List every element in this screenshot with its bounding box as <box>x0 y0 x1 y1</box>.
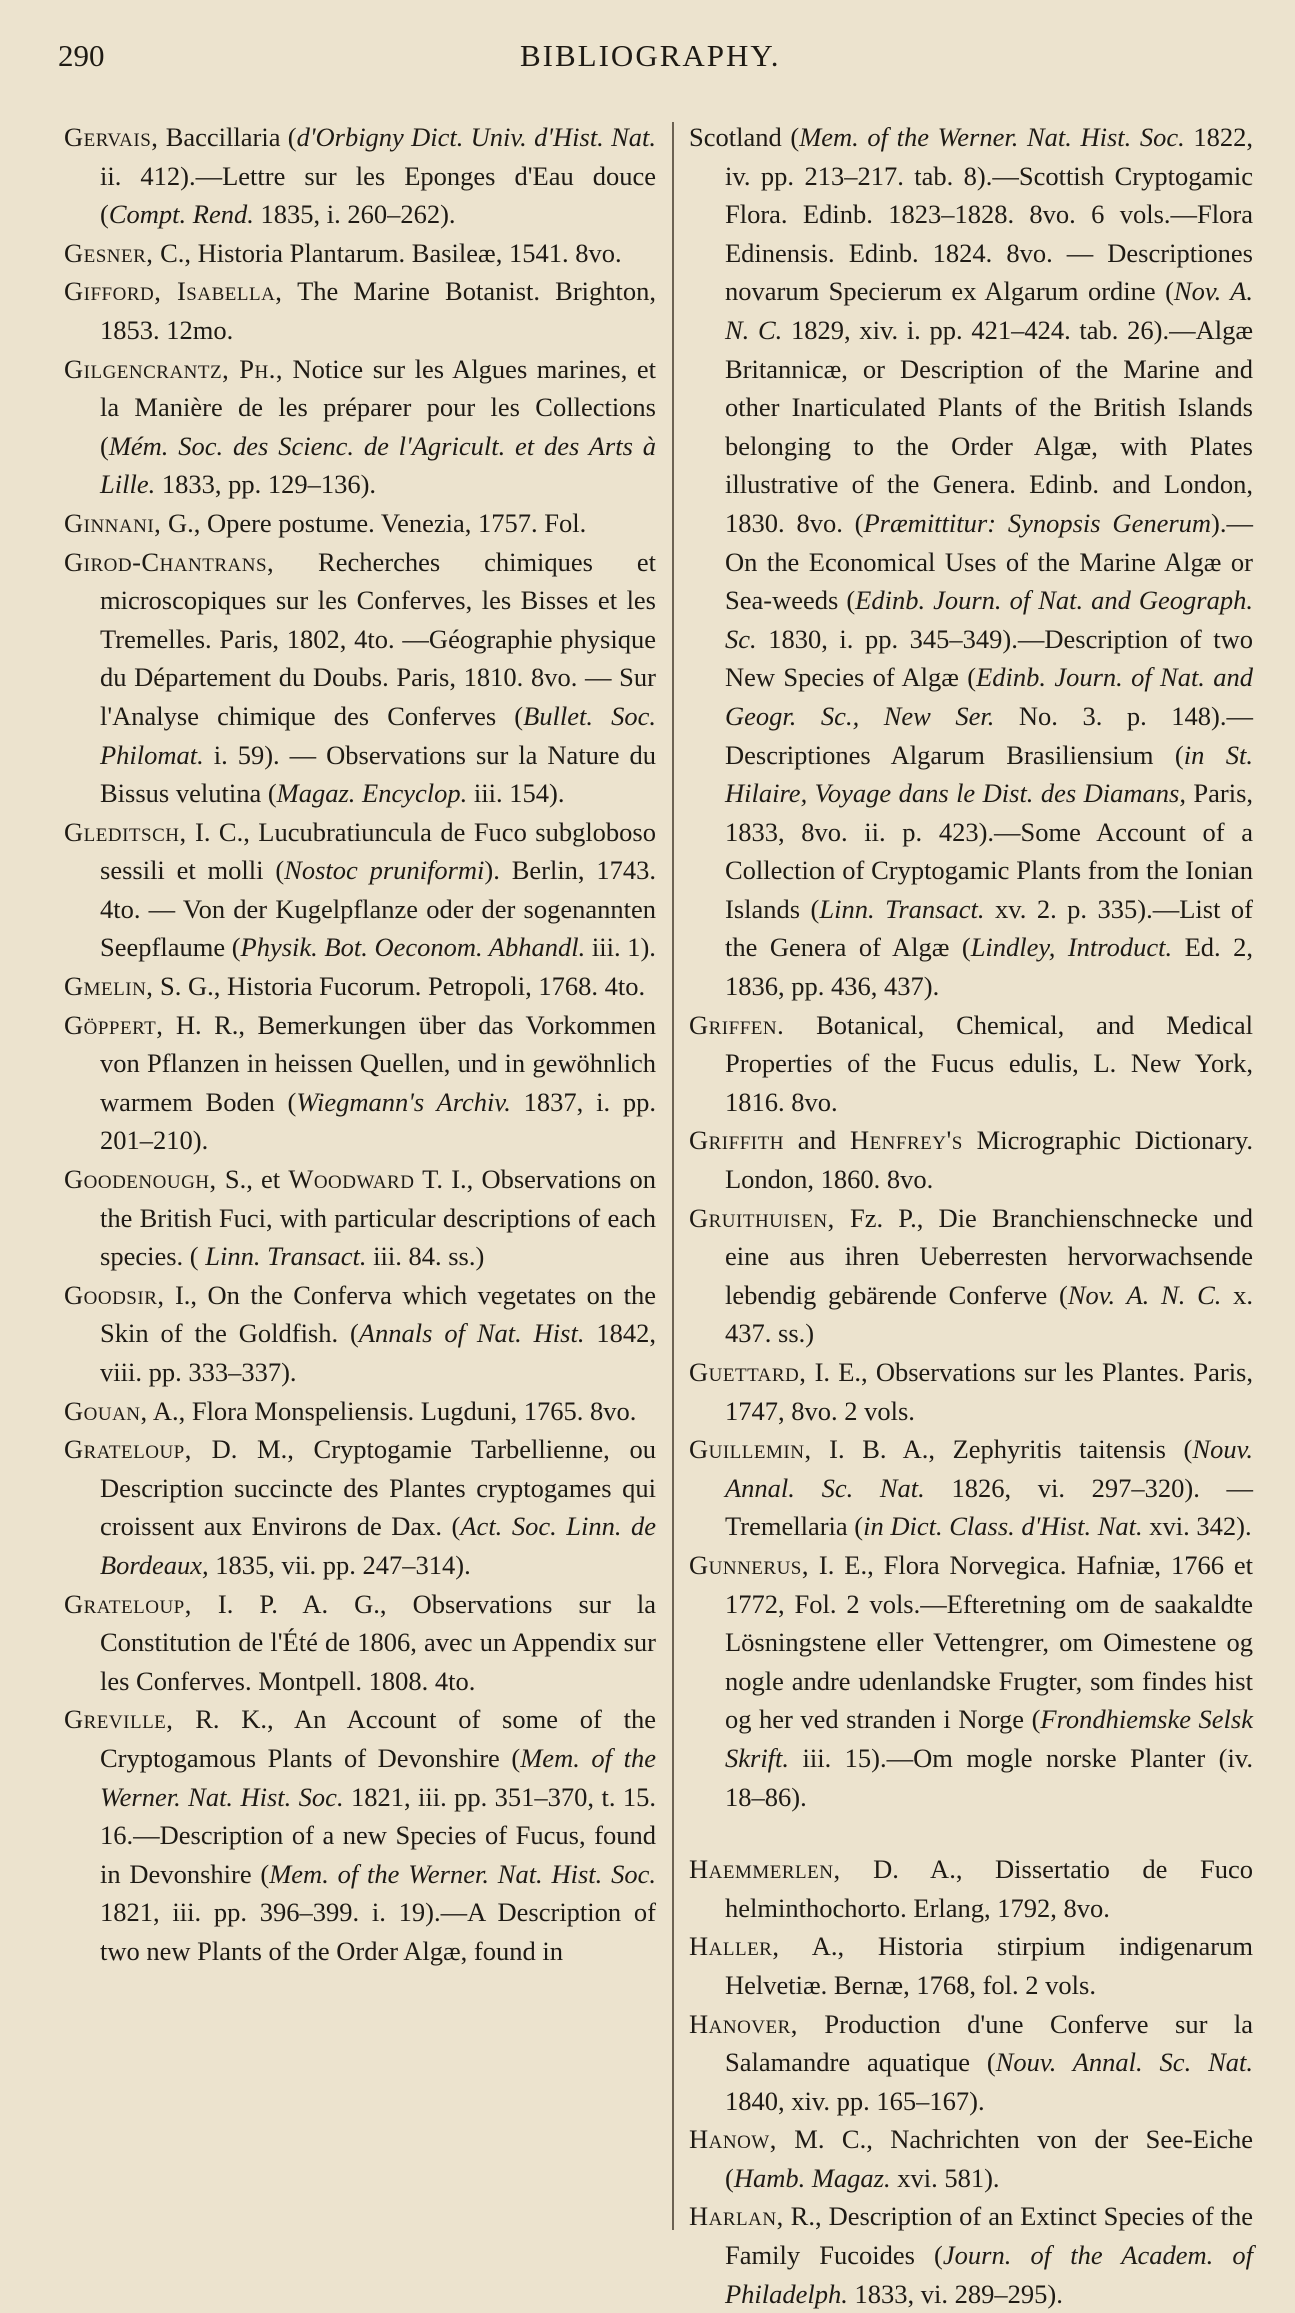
entry-author: Haller, <box>689 1931 780 1962</box>
entry-italic-text: d'Orbigny Dict. Univ. d'Hist. Nat. <box>296 122 656 152</box>
entry-text: 1833, vi. 289–295). <box>847 2278 1063 2309</box>
entry-author: Gilgencrantz, Ph., <box>64 353 283 384</box>
entry-italic-text: Mem. of the Werner. Nat. Hist. Soc. <box>100 1742 656 1812</box>
entry-text: No. 3. p. 148).—Descriptiones Algarum Brasiliensium ( <box>725 700 1253 770</box>
bibliography-entry <box>64 1006 656 1160</box>
entry-text: iii. 154). <box>467 778 565 809</box>
bibliography-entry <box>64 1430 656 1584</box>
entry-italic-text: Hamb. Magaz. <box>733 2162 891 2193</box>
right-column <box>689 118 1253 2313</box>
entry-italic-text: Frondhiemske Selsk Skrift. <box>725 1704 1253 1773</box>
entry-italic-text: in Dict. Class. d'Hist. Nat. <box>863 1511 1143 1542</box>
entry-text: D. M., Cryptogamie Tarbellienne, ou Description succincte des Plantes cryptogames qui croissent aux Environs de Dax. ( <box>100 1434 656 1542</box>
entry-text: 1835, i. 260–262). <box>253 199 456 230</box>
column-divider <box>672 122 674 2230</box>
entry-italic-text: Præmittitur: Synopsis Generum <box>863 507 1212 538</box>
entry-author: Guillemin, <box>689 1434 812 1465</box>
entry-italic-text: Act. Soc. Linn. de Bordeaux, <box>100 1511 657 1580</box>
entry-text: i. 59). — Observations sur la Nature du Bissus velutina ( <box>100 739 656 809</box>
entry-author: Goodenough, <box>64 1164 217 1195</box>
entry-text: 1833, pp. 129–136). <box>155 469 377 500</box>
entry-text: Production d'une Conferve sur la Salamandre aquatique ( <box>725 2008 1253 2078</box>
bibliography-entry <box>64 1160 656 1276</box>
bibliography-entry <box>689 1430 1253 1546</box>
entry-italic-text: Nov. A. N. C. <box>725 276 1254 345</box>
bibliography-entry <box>64 272 656 349</box>
entry-text: 1822, iv. pp. 213–217. tab. 8).—Scottish Cryptogamic Flora. Edinb. 1823–1828. 8vo. 6 vols.—Flora Edinensis. Edinb. 1824. 8vo. — Descriptiones novarum Specierum ex Algarum ordine ( <box>725 122 1254 307</box>
entry-text: 1842, viii. pp. 333–337). <box>100 1318 657 1387</box>
entry-author: Gervais, <box>64 122 159 152</box>
entry-author: Hanover, <box>689 2008 798 2039</box>
page-number: 290 <box>58 38 105 73</box>
entry-author: Gleditsch, <box>64 816 187 847</box>
entry-italic-text: Nouv. Annal. Sc. Nat. <box>725 1434 1253 1503</box>
entry-italic-text: Journ. of the Academ. of Philadelph. <box>725 2240 1253 2309</box>
entry-author: Griffen. <box>689 1009 785 1040</box>
bibliography-entry <box>689 2197 1253 2313</box>
entry-text: Recherches chimiques et microscopiques sur les Conferves, les Bisses et les Tremelles. Paris, 1802, 4to. —Géographie physique du Département du Doubs. Paris, 1810. 8vo. — Sur l'Analyse chimique des Conferves ( <box>100 546 656 731</box>
entry-text: R., Description of an Extinct Species of the Family Fucoides ( <box>725 2201 1253 2271</box>
entry-author: Greville, <box>64 1704 174 1735</box>
entry-text: T. I., Observations on the British Fuci, with particular descriptions of each species. ( <box>100 1164 656 1272</box>
bibliography-entry <box>689 118 1253 1006</box>
entry-text: H. R., Bemerkungen über das Vorkommen von Pflanzen in heissen Quellen, und in gewöhnlich warmem Boden ( <box>100 1009 656 1117</box>
bibliography-entry <box>64 967 656 1006</box>
entry-text: Ed. 2, 1836, pp. 436, 437). <box>725 932 1253 1002</box>
bibliography-entry <box>64 1276 656 1392</box>
entry-text: Baccillaria ( <box>158 122 297 152</box>
entry-italic-text: in St. Hilaire, Voyage dans le Dist. des Diamans, <box>725 739 1253 809</box>
entry-text: iii. 1). <box>585 932 656 963</box>
entry-italic-text: Wiegmann's Archiv. <box>296 1086 511 1117</box>
entry-text: Paris, 1833, 8vo. ii. p. 423).—Some Account of a Collection of Cryptogamic Plants from the Ionian Islands ( <box>725 778 1254 924</box>
entry-author: Gouan, <box>64 1395 148 1426</box>
bibliography-entry <box>64 350 656 504</box>
entry-text: and <box>783 1125 850 1156</box>
entry-author: Gifford, Isabella, <box>64 276 283 307</box>
entry-text: I. E., Flora Norvegica. Hafniæ, 1766 et 1772, Fol. 2 vols.—Efteretning om de saakaldte Lösningstene eller Vettengrer, om Oimestene og nogle andre udenlandske Frugter, som findes hist og her ved stranden i Norge ( <box>725 1549 1253 1735</box>
bibliography-entry <box>64 1700 656 1970</box>
entry-text: Henfrey's <box>849 1125 963 1156</box>
entry-author: Griffith <box>689 1125 784 1156</box>
entry-text: 1840, xiv. pp. 165–167). <box>725 2085 985 2116</box>
entry-italic-text: Magaz. Encyclop. <box>276 778 468 809</box>
entry-text: xvi. 342). <box>1142 1511 1252 1542</box>
entry-author: Grateloup, <box>64 1434 192 1465</box>
entry-text: C., Historia Plantarum. Basileæ, 1541. 8vo. <box>153 237 622 268</box>
entry-text: Botanical, Chemical, and Medical Properties of the Fucus edulis, L. New York, 1816. 8vo. <box>725 1009 1253 1117</box>
entry-text: A., Flora Monspeliensis. Lugduni, 1765. 8vo. <box>147 1395 637 1426</box>
entry-italic-text: Edinb. Journ. of Nat. and Geograph. Sc. <box>725 585 1253 654</box>
entry-italic-text: Bullet. Soc. Philomat. <box>100 700 656 770</box>
entry-author: Gesner, <box>64 237 154 268</box>
bibliography-entry <box>64 234 656 273</box>
entry-author: Girod-Chantrans, <box>64 546 275 577</box>
bibliography-entry <box>689 1199 1253 1353</box>
entry-text: G., Opere postume. Venezia, 1757. Fol. <box>161 507 587 538</box>
entry-text: S. G., Historia Fucorum. Petropoli, 1768. 4to. <box>153 971 646 1002</box>
entry-text: iii. 15).—Om mogle norske Planter (iv. 18–86). <box>725 1742 1253 1812</box>
entry-author: Gunnerus, <box>689 1549 809 1580</box>
bibliography-entry <box>689 2120 1253 2197</box>
bibliography-entry <box>64 1392 656 1431</box>
entry-author: Gmelin, <box>64 971 154 1002</box>
bibliography-entry <box>689 1850 1253 1927</box>
entry-text: I. P. A. G., Observations sur la Constitution de l'Été de 1806, avec un Appendix sur les Conferves. Montpell. 1808. 4to. <box>100 1588 656 1696</box>
entry-text: M. C., Nachrichten von der See-Eiche ( <box>725 2124 1253 2193</box>
entry-italic-text: Mem. of the Werner. Nat. Hist. Soc. <box>269 1858 656 1889</box>
bibliography-entry <box>689 1006 1253 1122</box>
bibliography-entry <box>689 1927 1253 2004</box>
entry-text: xvi. 581). <box>890 2162 1000 2193</box>
entry-author: Harlan, <box>689 2201 784 2232</box>
bibliography-entry <box>64 1585 656 1701</box>
entry-text: Woodward <box>288 1164 415 1195</box>
entry-text: Scotland ( <box>689 122 800 152</box>
entry-text: The Marine Botanist. Brighton, 1853. 12mo. <box>100 276 656 345</box>
entry-italic-text: Nostoc pruniformi <box>284 855 485 886</box>
entry-text: xv. 2. p. 335).—List of the Genera of Algæ ( <box>725 893 1253 963</box>
entry-text: I. C., Lucubratiuncula de Fuco subgloboso sessili et molli ( <box>100 816 656 886</box>
entry-text: I. B. A., Zephyritis taitensis ( <box>811 1434 1193 1465</box>
entry-text: 1821, iii. pp. 351–370, t. 15. 16.—Description of a new Species of Fucus, found in Devonshire ( <box>100 1781 656 1889</box>
entry-text: S., et <box>216 1164 289 1195</box>
entry-italic-text: Mem. of the Werner. Nat. Hist. Soc. <box>799 122 1185 152</box>
bibliography-entry <box>64 813 656 967</box>
entry-italic-text: Lindley, Introduct. <box>970 932 1173 963</box>
bibliography-entry <box>64 504 656 543</box>
entry-text: x. 437. ss.) <box>725 1279 1254 1349</box>
bibliography-entry <box>64 118 656 234</box>
entry-italic-text: Linn. Transact. <box>198 1241 367 1272</box>
entry-text: iii. 84. ss.) <box>366 1241 485 1272</box>
entry-author: Goodsir, <box>64 1279 165 1310</box>
entry-text: 1821, iii. pp. 396–399. i. 19).—A Description of two new Plants of the Order Algæ, found in <box>100 1897 656 1966</box>
running-head: BIBLIOGRAPHY. <box>520 38 781 73</box>
entry-text: Notice sur les Algues marines, et la Manière de les préparer pour les Collections ( <box>100 353 656 461</box>
bibliography-entry <box>64 543 656 813</box>
entry-author: Göppert, <box>64 1009 164 1040</box>
entry-text: 1826, vi. 297–320). — Tremellaria ( <box>725 1472 1253 1542</box>
entry-italic-text: Linn. Transact. <box>819 893 985 924</box>
entry-italic-text: Physik. Bot. Oeconom. Abhandl. <box>240 932 586 963</box>
entry-text: 1829, xiv. i. pp. 421–424. tab. 26).—Algæ Britannicæ, or Description of the Marine and other Inarticulated Plants of the British Islands belonging to the Order Algæ, with Plates illustrative of the Genera. Edinb. and London, 1830. 8vo. ( <box>725 314 1253 538</box>
entry-text: A., Historia stirpium indigenarum Helvetiæ. Bernæ, 1768, fol. 2 vols. <box>725 1931 1253 2000</box>
entry-italic-text: Edinb. Journ. of Nat. and Geogr. Sc., New Ser. <box>725 662 1253 731</box>
entry-author: Ginnani, <box>64 507 162 538</box>
entry-author: Gruithuisen, <box>689 1202 835 1233</box>
bibliography-entry <box>689 1353 1253 1430</box>
entry-text: Micrographic Dictionary. London, 1860. 8vo. <box>725 1125 1253 1195</box>
entry-author: Guettard, <box>689 1357 807 1387</box>
bibliography-entry <box>689 2005 1253 2121</box>
entry-text: 1837, i. pp. 201–210). <box>100 1086 656 1156</box>
entry-author: Grateloup, <box>64 1588 192 1619</box>
page-header <box>0 30 1295 80</box>
entry-italic-text: Nov. A. N. C. <box>1067 1279 1222 1310</box>
bibliography-entry <box>689 1121 1253 1198</box>
entry-text: 1830, i. pp. 345–349).—Description of two New Species of Algæ ( <box>725 623 1253 693</box>
bibliography-entry <box>689 1546 1253 1816</box>
entry-text: R. K., An Account of some of the Cryptogamous Plants of Devonshire ( <box>100 1704 656 1773</box>
entry-text: ii. 412).—Lettre sur les Eponges d'Eau douce ( <box>100 160 656 230</box>
left-column <box>64 118 656 1971</box>
entry-text: 1835, vii. pp. 247–314). <box>208 1549 471 1580</box>
entry-text: I. E., Observations sur les Plantes. Paris, 1747, 8vo. 2 vols. <box>725 1357 1253 1426</box>
entry-text: D. A., Dissertatio de Fuco helminthochorto. Erlang, 1792, 8vo. <box>725 1854 1253 1923</box>
entry-author: Haemmerlen, <box>689 1854 841 1885</box>
entry-italic-text: Annals of Nat. Hist. <box>358 1318 585 1349</box>
entry-text: ).—On the Economical Uses of the Marine Algæ or Sea-weeds ( <box>725 507 1253 616</box>
entry-text: I., On the Conferva which vegetates on the Skin of the Goldfish. ( <box>100 1279 656 1349</box>
entry-italic-text: Mém. Soc. des Scienc. de l'Agricult. et des Arts à Lille. <box>100 430 656 500</box>
entry-text: ). Berlin, 1743. 4to. — Von der Kugelpflanze oder der sogenannten Seepflaume ( <box>100 855 656 963</box>
entry-italic-text: Compt. Rend. <box>108 199 254 230</box>
entry-text: Fz. P., Die Branchienschnecke und eine aus ihren Ueberresten hervorwachsende lebendig gebärende Conferve ( <box>725 1202 1253 1310</box>
entry-author: Hanow, <box>689 2124 777 2155</box>
entry-italic-text: Nouv. Annal. Sc. Nat. <box>995 2047 1254 2078</box>
